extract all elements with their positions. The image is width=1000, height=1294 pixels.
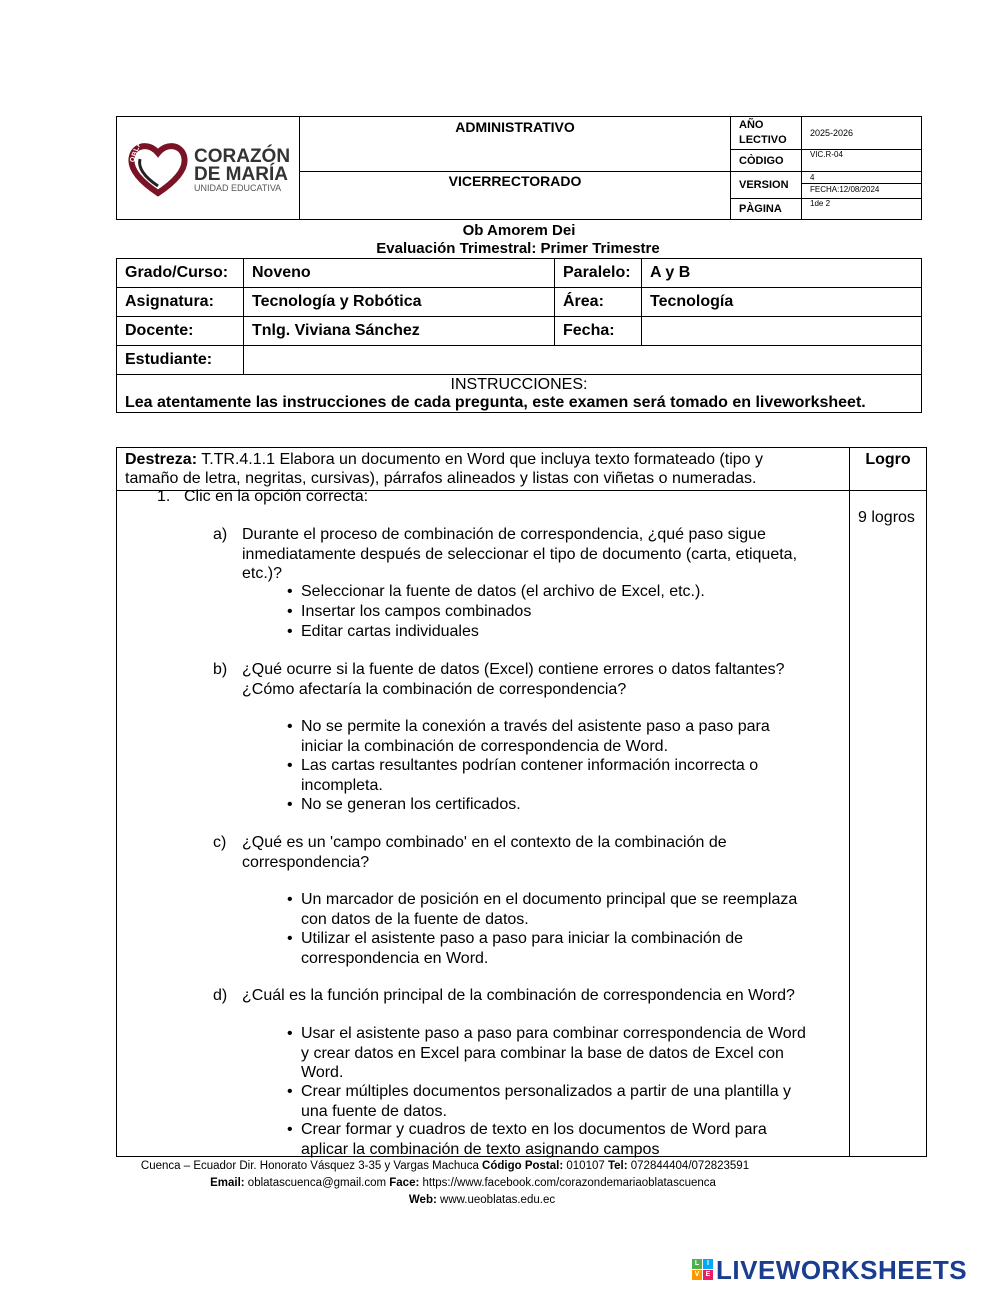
- dept-administrativo: ADMINISTRATIVO: [300, 117, 731, 172]
- footer-contact: Email: oblatascuenca@gmail.com Face: https://www.facebook.com/corazondemariaoblatascuenca: [210, 1177, 716, 1189]
- logro-value: 9 logros: [850, 491, 927, 1157]
- value-anio-lectivo: 2025-2026: [802, 117, 922, 150]
- value-codigo: VIC.R-04: [802, 150, 922, 172]
- value-version: 4 FECHA:12/08/2024: [802, 172, 922, 199]
- destreza-cell: [117, 448, 850, 491]
- option-d-1[interactable]: • Usar el asistente paso a paso para combinar correspondencia de Word y crear datos en Excel para combinar la base de datos de Excel con Word.: [287, 1025, 806, 1081]
- instructions-cell: [117, 375, 922, 413]
- option-d-3[interactable]: • Crear formar y cuadros de texto en los documentos de Word para aplicar la combinación de texto asignando campos: [287, 1121, 767, 1158]
- logo-title-2: DE MARÍA: [194, 164, 288, 185]
- grado-value: Noveno: [244, 259, 555, 288]
- motto-title: Ob Amorem Dei: [462, 222, 576, 239]
- fecha-field[interactable]: [642, 317, 922, 346]
- instructions-title: INSTRUCCIONES:: [450, 375, 588, 393]
- instructions-text: Lea atentamente las instrucciones de cada pregunta, este examen será tomado en liveworksheet.: [125, 393, 866, 411]
- destreza-label: Destreza:: [125, 451, 198, 468]
- fecha-label: Fecha:: [555, 317, 642, 346]
- paralelo-label: Paralelo:: [555, 259, 642, 288]
- question-d-letter: d): [213, 987, 228, 1004]
- estudiante-field[interactable]: [244, 346, 922, 375]
- label-version: VERSION: [731, 172, 802, 199]
- option-c-1[interactable]: • Un marcador de posición en el documento principal que se reemplaza con datos de la fuente de datos.: [287, 891, 798, 928]
- grado-label: Grado/Curso:: [117, 259, 244, 288]
- label-pagina: PÀGINA: [731, 199, 802, 220]
- value-fecha: FECHA:12/08/2024: [802, 183, 921, 195]
- question-b-letter: b): [213, 661, 228, 678]
- header-table: [116, 116, 922, 220]
- area-value: Tecnología: [642, 288, 922, 317]
- logo-subtitle: UNIDAD EDUCATIVA: [194, 183, 282, 193]
- label-anio-lectivo: AÑO LECTIVO: [731, 117, 802, 150]
- liveworksheets-text: LIVEWORKSHEETS: [716, 1255, 968, 1285]
- asignatura-value: Tecnología y Robótica: [244, 288, 555, 317]
- q1-number: 1.: [157, 488, 171, 505]
- logo-cell: [117, 117, 300, 220]
- value-pagina: 1de 2: [802, 199, 922, 220]
- q1-text: Clic en la opción correcta:: [184, 488, 369, 505]
- area-label: Área:: [555, 288, 642, 317]
- option-a-2[interactable]: • Insertar los campos combinados: [287, 603, 532, 620]
- destreza-line1: T.TR.4.1.1 Elabora un documento en Word que incluya texto formateado (tipo y: [201, 451, 763, 468]
- question-a-letter: a): [213, 526, 228, 543]
- liveworksheets-badge-icon: L I V E: [692, 1259, 714, 1281]
- question-c-letter: c): [213, 834, 227, 851]
- footer-facebook-link[interactable]: https://www.facebook.com/corazondemariaoblatascuenca: [422, 1177, 716, 1189]
- logo-title-1: CORAZÓN: [194, 146, 291, 167]
- dept-vicerrectorado: VICERRECTORADO: [300, 172, 731, 220]
- footer-web: Web: www.ueoblatas.edu.ec: [408, 1194, 556, 1206]
- option-a-1[interactable]: • Seleccionar la fuente de datos (el archivo de Excel, etc.).: [287, 583, 705, 600]
- destreza-line2: tamaño de letra, negritas, cursivas), párrafos alineados y listas con viñetas o numeradas.: [125, 470, 757, 487]
- footer-web-link[interactable]: www.ueoblatas.edu.ec: [440, 1194, 556, 1206]
- docente-label: Docente:: [117, 317, 244, 346]
- docente-value: Tnlg. Viviana Sánchez: [244, 317, 555, 346]
- paralelo-value: A y B: [642, 259, 922, 288]
- exam-title: Evaluación Trimestral: Primer Trimestre: [376, 240, 660, 257]
- option-b-2[interactable]: • Las cartas resultantes podrían contener información incorrecta o incompleta.: [287, 757, 759, 794]
- question-a-text: Durante el proceso de combinación de correspondencia, ¿qué paso sigue inmediatamente después de seleccionar el tipo de documento (carta, etiqueta, etc.)?: [242, 526, 798, 582]
- option-d-2[interactable]: • Crear múltiples documentos personalizados a partir de una plantilla y una fuente de datos.: [287, 1083, 792, 1120]
- option-a-3[interactable]: • Editar cartas individuales: [287, 623, 479, 640]
- student-info-table: [116, 258, 922, 413]
- question-b-text: ¿Qué ocurre si la fuente de datos (Excel) contiene errores o datos faltantes? ¿Cómo afectaría la combinación de correspondencia?: [242, 661, 785, 698]
- label-codigo: CÒDIGO: [731, 150, 802, 172]
- logro-header: Logro: [850, 448, 927, 491]
- estudiante-label: Estudiante:: [117, 346, 244, 375]
- asignatura-label: Asignatura:: [117, 288, 244, 317]
- option-b-1[interactable]: • No se permite la conexión a través del asistente paso a paso para iniciar la combinación de correspondencia de Word.: [287, 718, 770, 755]
- footer-address: Cuenca – Ecuador Dir. Honorato Vásquez 3-35 y Vargas Machuca Código Postal: 010107 Tel: 072844404/072823591: [140, 1160, 750, 1172]
- logo-arc-text: OBLATAS: [129, 126, 148, 164]
- footer-email-link[interactable]: oblatascuenca@gmail.com: [247, 1177, 387, 1189]
- option-c-2[interactable]: • Utilizar el asistente paso a paso para iniciar la combinación de correspondencia en Word.: [287, 930, 744, 967]
- option-b-3[interactable]: • No se generan los certificados.: [287, 796, 521, 813]
- question-c-text: ¿Qué es un 'campo combinado' en el contexto de la combinación de correspondencia?: [242, 834, 727, 871]
- question-d-text: ¿Cuál es la función principal de la combinación de correspondencia en Word?: [242, 987, 795, 1004]
